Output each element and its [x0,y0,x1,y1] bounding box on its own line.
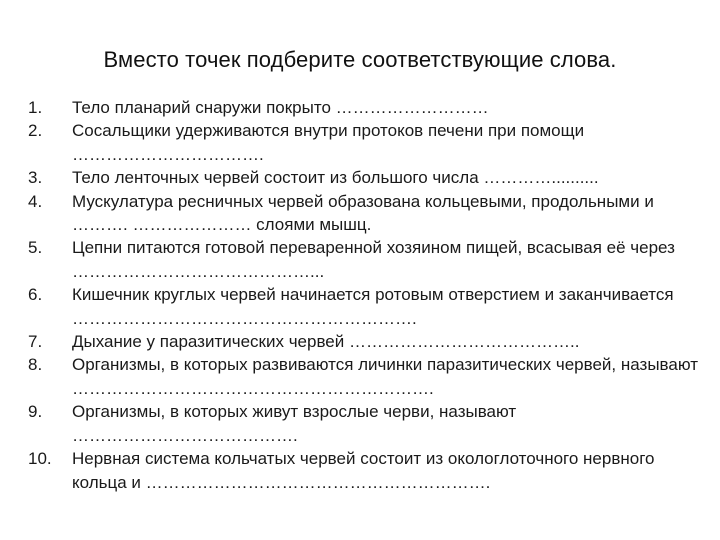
list-item [28,96,708,119]
list-item [28,190,708,237]
list-item [28,236,708,283]
item-text: Нервная система кольчатых червей состоит из окологлоточного нервного кольца и ……………………………………………………. [72,449,655,492]
item-text: Мускулатура ресничных червей образована кольцевыми, продольными и ………. ………………… слоями мышц. [72,191,654,235]
list-item [28,283,708,330]
item-number: 10. [28,449,52,469]
item-text: Организмы, в которых живут взрослые черви, называют …………………………………. [72,402,517,445]
list-item [28,119,708,166]
item-number: 2. [28,121,43,141]
item-number: 5. [28,238,43,258]
item-text: Кишечник круглых червей начинается ротовым отверстием и заканчивается ……………………………………………………. [72,285,674,328]
task-list [28,96,708,494]
item-text: Цепни питаются готовой переваренной хозяином пищей, всасывая её через ……………………………………... [72,238,675,281]
item-text: Тело планарий снаружи покрыто ……………………… [72,98,489,117]
item-number: 9. [28,402,43,422]
item-number: 7. [28,332,43,352]
item-number: 6. [28,285,43,305]
list-item [28,330,708,353]
list-item [28,353,708,400]
slide-title: Вместо точек подберите соответствующие слова. [103,47,617,72]
list-item [28,166,708,189]
list-item [28,447,708,494]
item-text: Дыхание у паразитических червей ………………………………….. [72,332,580,352]
item-text: Организмы, в которых развиваются личинки паразитических червей, называют ………………………………………………………. [72,355,698,398]
item-number: 1. [28,98,43,117]
item-text: Сосальщики удерживаются внутри протоков печени при помощи ……………………………. [72,121,585,164]
item-number: 4. [28,191,43,211]
item-text: Тело ленточных червей состоит из большого числа ………….......... [72,168,599,188]
item-number: 3. [28,168,43,188]
item-number: 8. [28,355,43,375]
list-item [28,400,708,447]
